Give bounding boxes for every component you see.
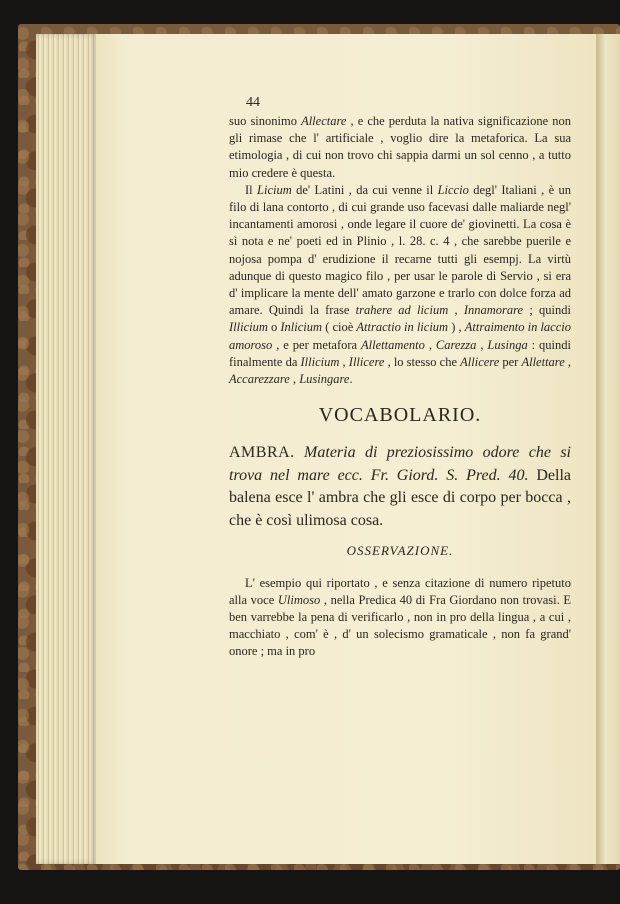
book-gutter bbox=[596, 34, 620, 864]
page-text bbox=[229, 94, 571, 661]
para-term: Innamorare bbox=[463, 303, 524, 318]
para-text: de' Latini , da cui venne il bbox=[291, 182, 438, 197]
para-text: , bbox=[339, 354, 349, 369]
intro-text-1: suo sinonimo bbox=[229, 114, 302, 128]
para-term: Lusingare bbox=[299, 372, 350, 387]
para-text: ) , bbox=[448, 320, 465, 335]
para-text: ; quindi bbox=[523, 303, 571, 318]
observation-text: , nella Predica 40 di Fra Giordano non trovasi. E ben varrebbe la pena di verificarlo , non in pro della lingua , a cui , macchiato , com' è , d' un solecismo gramaticale , non fa grand' onore ; ma in pro bbox=[229, 592, 572, 659]
para-text: degl' Italiani , è un filo di lana contorto , di cui grande uso facevasi dalle maliarde negl' incantamenti amorosi , onde legare il cuore de' giovinetti. La cosa è sì nota e ne' poeti ed in Plinio , l. 28. c. 4 , che sarebbe puerile e nojosa pompa d' erudizione il recarne tutti gli esempj. La virtù adunque di questo magico filo , per usar le parole di Servio , si era d' implicare la mente dell' amato garzone e trarlo con dolce forza ad amare. Quindi la frase bbox=[229, 182, 572, 318]
para-text: . bbox=[349, 372, 353, 387]
para-term: Licium bbox=[257, 182, 292, 197]
para-term: Illicium bbox=[229, 320, 268, 335]
para-term: Attractio in licium bbox=[356, 320, 449, 335]
para-term: Allicere bbox=[460, 354, 500, 369]
para-term: Allettare bbox=[521, 354, 565, 369]
section-title: VOCABOLARIO. bbox=[318, 404, 482, 427]
page-number: 44 bbox=[246, 95, 260, 110]
para-text: , bbox=[476, 337, 488, 352]
observation-title: OSSERVAZIONE. bbox=[346, 543, 454, 559]
para-term: trahere ad licium bbox=[355, 303, 449, 318]
para-term: Illicere bbox=[348, 354, 385, 369]
intro-term: Allectare bbox=[301, 114, 347, 128]
observation-term: Ulimoso bbox=[277, 592, 321, 607]
para-term: Inlicium bbox=[280, 320, 323, 335]
dictionary-entry bbox=[229, 442, 571, 532]
intro-text-2: , e che perduta la nativa significazione non gli rimase che l' artificiale , voglio dire la metaforica. La sua etimologia , di cui non trovo chi sappia darmi un sol cenno , a tutto mio credere è questa. bbox=[229, 114, 571, 180]
para-text: , bbox=[564, 354, 572, 369]
para-text: , e per metafora bbox=[272, 337, 362, 352]
entry-headword: AMBRA. bbox=[229, 444, 295, 462]
para-term: Illicium bbox=[300, 354, 340, 369]
intro-paragraph bbox=[229, 113, 571, 182]
para-term: Allettamento bbox=[361, 337, 425, 352]
para-text: Il bbox=[245, 182, 258, 197]
licium-paragraph bbox=[229, 182, 571, 388]
entry-definition: Materia di preziosissimo odore che si trova nel mare ecc. Fr. Giord. S. Pred. 40. bbox=[229, 444, 571, 484]
para-term: Attraimento in laccio amoroso bbox=[229, 320, 571, 352]
page-edges bbox=[36, 34, 98, 864]
para-text: : quindi finalmente da bbox=[229, 337, 572, 369]
observation-text: L' esempio qui riportato , e senza citazione di numero ripetuto alla voce bbox=[229, 575, 571, 607]
para-term: Liccio bbox=[437, 182, 469, 197]
para-text: per bbox=[499, 354, 522, 369]
para-text: ( cioè bbox=[322, 320, 357, 335]
para-text: , lo stesso che bbox=[384, 354, 461, 369]
entry-quote: Della balena esce l' ambra che gli esce di corpo per bocca , che è così ulimosa cosa. bbox=[229, 466, 571, 529]
observation-paragraph bbox=[229, 575, 571, 661]
para-term: Carezza bbox=[435, 337, 477, 352]
para-text: , bbox=[448, 303, 464, 318]
para-text: o bbox=[267, 320, 281, 335]
para-term: Accarezzare bbox=[229, 372, 290, 387]
para-text: , bbox=[289, 372, 300, 387]
para-text: , bbox=[424, 337, 436, 352]
para-term: Lusinga bbox=[487, 337, 528, 352]
